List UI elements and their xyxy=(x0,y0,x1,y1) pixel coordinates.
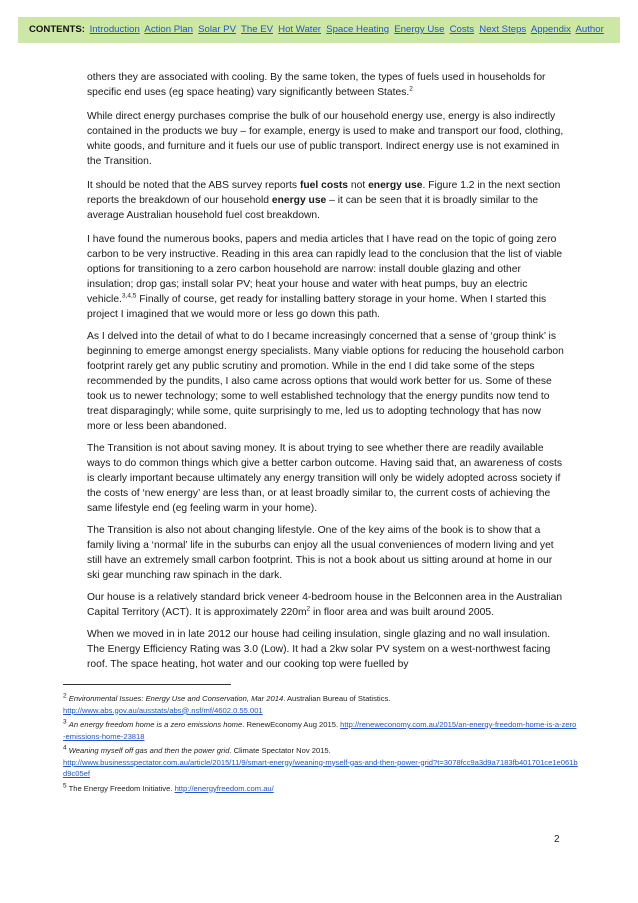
nav-link-introduction[interactable]: Introduction xyxy=(89,24,140,35)
paragraph-1: others they are associated with cooling. By the same token, the types of fuels used in households for specific end uses (eg space heating) vary significantly between States.$^2$ xyxy=(87,72,546,98)
footnote-ref-2: 2 xyxy=(409,85,413,93)
nav-link-hot-water[interactable]: Hot Water xyxy=(278,24,321,35)
nav-link-energy-use[interactable]: Energy Use xyxy=(394,24,445,35)
body-text xyxy=(87,70,565,681)
nav-link-author[interactable]: Author xyxy=(575,24,604,35)
paragraph-8: Our house is a relatively standard brick veneer 4-bedroom house in the Belconnen area in the Australian Capital Territory (ACT). It is approximately $220m^2$ in floor area and was built around 2005. xyxy=(87,592,563,618)
footnote-4: $^4$ Weaning myself off gas and then the power grid. Climate Spectator Nov 2015. http://www.businessspectator.com.au/article/2015/11/9/smart-energy/weaning-myself-gas-and-then-power-grid?t=3078fcc9a3d9a7183fb401701ce1e061bd9c05ef xyxy=(63,744,578,778)
nav-link-the-ev[interactable]: The EV xyxy=(241,24,273,35)
footnote-2: $^2$ Environmental Issues: Energy Use and Conservation, Mar 2014. Australian Bureau of Statistics. http://www.abs.gov.au/ausstats/abs@.nsf/mf/4602.0.55.001 xyxy=(63,692,391,715)
paragraph-9: When we moved in in late 2012 our house had ceiling insulation, single glazing and no wall insulation. The Energy Efficiency Rating was 3.0 (Low). It had a 2kw solar PV system on a west-northwest facing roof. The space heating, hot water and our cooking top were fuelled by xyxy=(87,629,551,670)
paragraph-7: The Transition is also not about changing lifestyle. One of the key aims of the book is to show that a family living a ‘normal’ life in the suburbs can enjoy all the usual conveniences of modern living and yet still have an extremely small carbon footprint. This is not a book about us sitting around at home in our ski gear munching raw spinach in the dark. xyxy=(87,525,554,581)
paragraph-3: It should be noted that the ABS survey reports fuel costs not energy use. Figure 1.2 in the next section reports the breakdown of our household energy use – it can be seen that it is broadly similar to the average Australian household fuel cost breakdown. xyxy=(87,180,561,221)
paragraph-2: While direct energy purchases comprise the bulk of our household energy use, energy is also indirectly contained in the products we buy – for example, energy is used to make and transport our food, clothing, white goods, and furniture and it fuels our use of public transport. Indirect energy use is not examined in the Transition. xyxy=(87,111,564,167)
nav-link-next-steps[interactable]: Next Steps xyxy=(479,24,527,35)
emphasis-energy-use: energy use xyxy=(368,180,423,191)
nav-link-appendix[interactable]: Appendix xyxy=(530,24,571,35)
footnote-separator xyxy=(63,684,231,685)
footnotes xyxy=(63,693,578,797)
page-number: 2 xyxy=(554,834,560,845)
paragraph-5: As I delved into the detail of what to do I became increasingly concerned that a sense of ‘group think’ is beginning to emerge amongst energy specialists. Many viable options for reducing the household carbon footprint rarely get any public scrutiny and promotion. While in the end I did take some of the steps recommended by the pundits, I also came across options that would work better for us. Some of these took us to newer technology; some to well established technology that the energy pundits now tend to treat disparagingly; while some, quite surprisingly to me, led us to adopting technology that has now more or less been abandoned. xyxy=(87,331,564,432)
footnote-link[interactable]: http://reneweconomy.com.au/2015/an-energy-freedom-home-is-a-zero-emissions-home-23818 xyxy=(63,720,577,741)
contents-label: CONTENTS: xyxy=(29,24,85,35)
emphasis-energy-use-2: energy use xyxy=(271,195,327,206)
footnote-5: $^5$ The Energy Freedom Initiative. http://energyfreedom.com.au/ xyxy=(63,781,274,793)
nav-link-action-plan[interactable]: Action Plan xyxy=(144,24,193,35)
paragraph-4: I have found the numerous books, papers and media articles that I have read on the topic of going zero carbon to be very instructive. Reading in this area can rapidly lead to the conclusion that the list of viable options for transitioning to a zero carbon household are narrow: install double glazing and other insulation; drop gas; install solar PV; heat your house and water with heat pumps, buy an electric vehicle.$^{3,4,5}$ Finally of course, get ready for installing battery storage in your home. When I started this project I imagined that we would more or less go down this path. xyxy=(87,234,563,320)
emphasis-fuel-costs: fuel costs xyxy=(299,180,349,191)
footnote-link[interactable]: http://www.businessspectator.com.au/article/2015/11/9/smart-energy/weaning-myself-gas-and-then-power-grid?t=3078fcc9a3d9a7183fb401701ce1e061bd9c05ef xyxy=(63,757,578,778)
footnote-ref-3-4-5: 3,4,5 xyxy=(121,292,137,300)
footnote-link[interactable]: http://energyfreedom.com.au/ xyxy=(174,783,274,793)
footnote-3: $^3$ An energy freedom home is a zero emissions home. RenewEconomy Aug 2015. http://reneweconomy.com.au/2015/an-energy-freedom-home-is-a-zero-emissions-home-23818 xyxy=(63,718,577,741)
nav-link-costs[interactable]: Costs xyxy=(449,24,475,35)
contents-nav-bar xyxy=(18,17,620,43)
nav-link-solar-pv[interactable]: Solar PV xyxy=(198,24,236,35)
nav-link-space-heating[interactable]: Space Heating xyxy=(326,24,390,35)
footnote-link[interactable]: http://www.abs.gov.au/ausstats/abs@.nsf/mf/4602.0.55.001 xyxy=(63,705,263,715)
paragraph-6: The Transition is not about saving money. It is about trying to see whether there are readily available ways to do common things which give a better carbon outcome. Having said that, an awareness of costs is clearly important because ultimately any energy transition will only be widely adopted across society if the costs of ‘new energy’ are less than, or at least broadly similar to, the current costs of achieving the same lifestyle end (eg feeling warm in your home). xyxy=(87,443,563,514)
